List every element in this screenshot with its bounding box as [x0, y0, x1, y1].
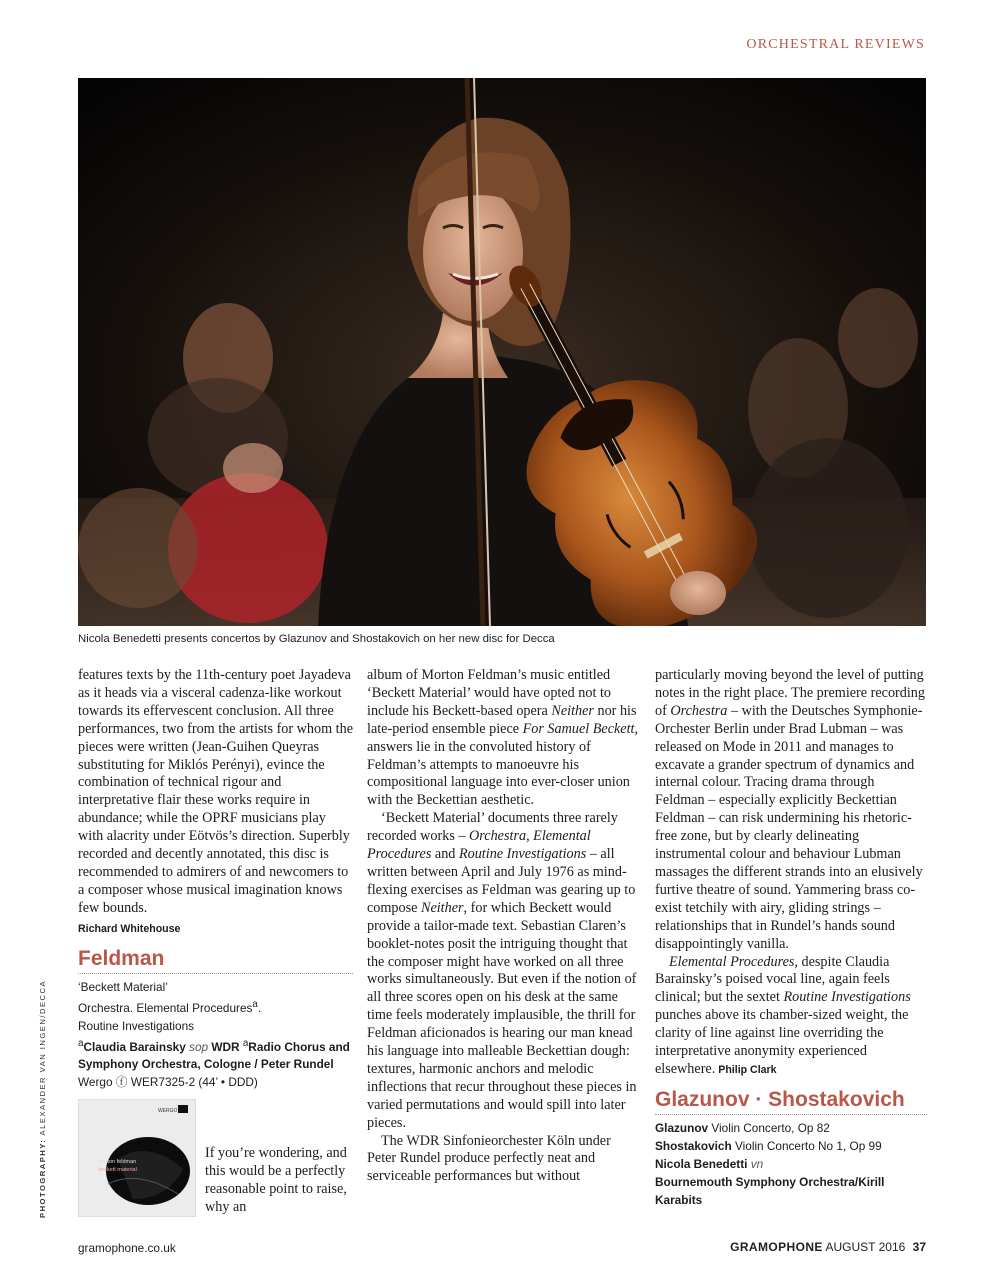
hero-photo — [78, 78, 926, 626]
performers-line: Symphony Orchestra, Cologne / Peter Rundel — [78, 1057, 334, 1072]
reviewer-signature: Richard Whitehouse — [78, 922, 181, 935]
section-heading: ORCHESTRAL REVIEWS — [746, 37, 925, 52]
performers-line: $^a$Claudia Barainsky sop WDR $^a$Radio Chorus and — [78, 1037, 350, 1054]
issue-date: AUGUST 2016 — [825, 1240, 906, 1254]
program-line: Glazunov Violin Concerto, Op 82 — [655, 1120, 830, 1135]
cd-block — [78, 1099, 353, 1217]
photo-credit: PHOTOGRAPHY: ALEXANDER VAN INGEN/DECCA — [38, 979, 47, 1218]
release-info-glazunov — [655, 1119, 927, 1209]
magazine-name: GRAMOPHONE — [730, 1240, 823, 1254]
album-cover — [78, 1099, 196, 1217]
label-catalogue: Wergo ⓕ WER7325-2 (44’ • DDD) — [78, 1075, 258, 1090]
release-info-feldman — [78, 978, 353, 1092]
performers-line: Nicola Benedetti vn — [655, 1156, 764, 1171]
column-2 — [367, 667, 642, 1186]
cover-brand: WERGO — [158, 1108, 178, 1115]
reviewer-signature: Philip Clark — [718, 1063, 777, 1076]
paragraph: If you’re wondering, and this would be a perfectly reasonable point to raise, why an — [205, 1145, 347, 1216]
review-title-feldman: Feldman — [78, 947, 353, 974]
paragraph: particularly moving beyond the level of putting notes in the right place. The premiere recording of Orchestra – with the Deutsches Symphonie-Orchester Berlin under Brad Lubman – was released on Mode in 2011 and manages to excavate a grander spectrum of dynamics and internal colour. Tracing drama through Feldman – especially explicitly Beckettian Feldman – can risk undermining his rhetoric-free zone, but by clearly delineating instrumental colour and behaviour Lubman massages the different strands into an elusively furtive theatre of sound. Yammering brass co-exist tetchily with airy, gliding strings – relationships that in Rundel’s hands sound disappointingly vanilla. — [655, 667, 925, 952]
column-3 — [655, 667, 927, 1209]
photo-caption: Nicola Benedetti presents concertos by Glazunov and Shostakovich on her new disc for Decca — [78, 633, 555, 645]
paragraph: ‘Beckett Material’ documents three rarely recorded works – Orchestra, Elemental Procedures and Routine Investigations – all written between April and July 1976 as mind-flexing exercises as Feldman was gearing up to compose Neither, for which Beckett would provide a tailor-made text. Sebastian Claren’s booklet-notes posit the intriguing thought that the composer might have worked on all three works simultaneously. But even if the notion of all three scores open on his desk at the same time feels moderately implausible, the thrill for Feldman aficionados is hearing our man knead his language into malleable Beckettian dough: textures, harmonic anchors and melodic inflections that recur throughout these pieces in varied permutations and would spill into later pieces. — [367, 810, 637, 1131]
paragraph: The WDR Sinfonieorchester Köln under Peter Rundel produce perfectly neat and serviceable performances but without — [367, 1132, 611, 1185]
paragraph: Elemental Procedures, despite Claudia Barainsky’s poised vocal line, again feels clinical; but the sextet Routine Investigations punches above its chamber-sized weight, the clarity of line against line overriding the interpretative anonymity experienced elsewhere. Philip Clark — [655, 953, 911, 1077]
review-title-glazunov-shostakovich: Glazunov · Shostakovich — [655, 1088, 927, 1115]
violinist-photo-illustration — [78, 78, 926, 626]
paragraph: album of Morton Feldman’s music entitled ‘Beckett Material’ would have opted not to include his Beckett-based opera Neither nor his late-period ensemble piece For Samuel Beckett, answers lie in the convoluted history of Feldman’s attempts to manoeuvre his compositional language into ever-closer union with the Beckettian aesthetic. — [367, 667, 639, 809]
paragraph: features texts by the 11th-century poet Jayadeva as it heads via a visceral cadenza-like workout towards its effervescent conclusion. All three performances, two from the artists for whom the pieces were written (Jean-Guihen Queyras substituting for Miklós Perényi), evince the combination of technical rigour and interpretative flair these works require in abundance; while the OPRF musicians play with alacrity under Eötvös’s direction. Superbly recorded and decently annotated, this disc is recommended to admirers of and newcomers to a composer whose musical imagination knows few bounds. — [78, 667, 354, 916]
program-line: Routine Investigations — [78, 1018, 195, 1033]
page-number: 37 — [912, 1240, 926, 1254]
footer-website: gramophone.co.uk — [78, 1241, 176, 1255]
program-line: ‘Beckett Material’ — [78, 979, 168, 994]
footer-folio — [730, 1240, 926, 1254]
cover-artist: morton feldman — [98, 1159, 137, 1166]
cover-album: beckett material — [98, 1167, 137, 1174]
column-1 — [78, 667, 353, 1217]
program-line: Shostakovich Violin Concerto No 1, Op 99 — [655, 1138, 882, 1153]
performers-line: Bournemouth Symphony Orchestra/Kirill Karabits — [655, 1174, 885, 1207]
program-line: Orchestra. Elemental Procedures$^a$. — [78, 998, 262, 1015]
